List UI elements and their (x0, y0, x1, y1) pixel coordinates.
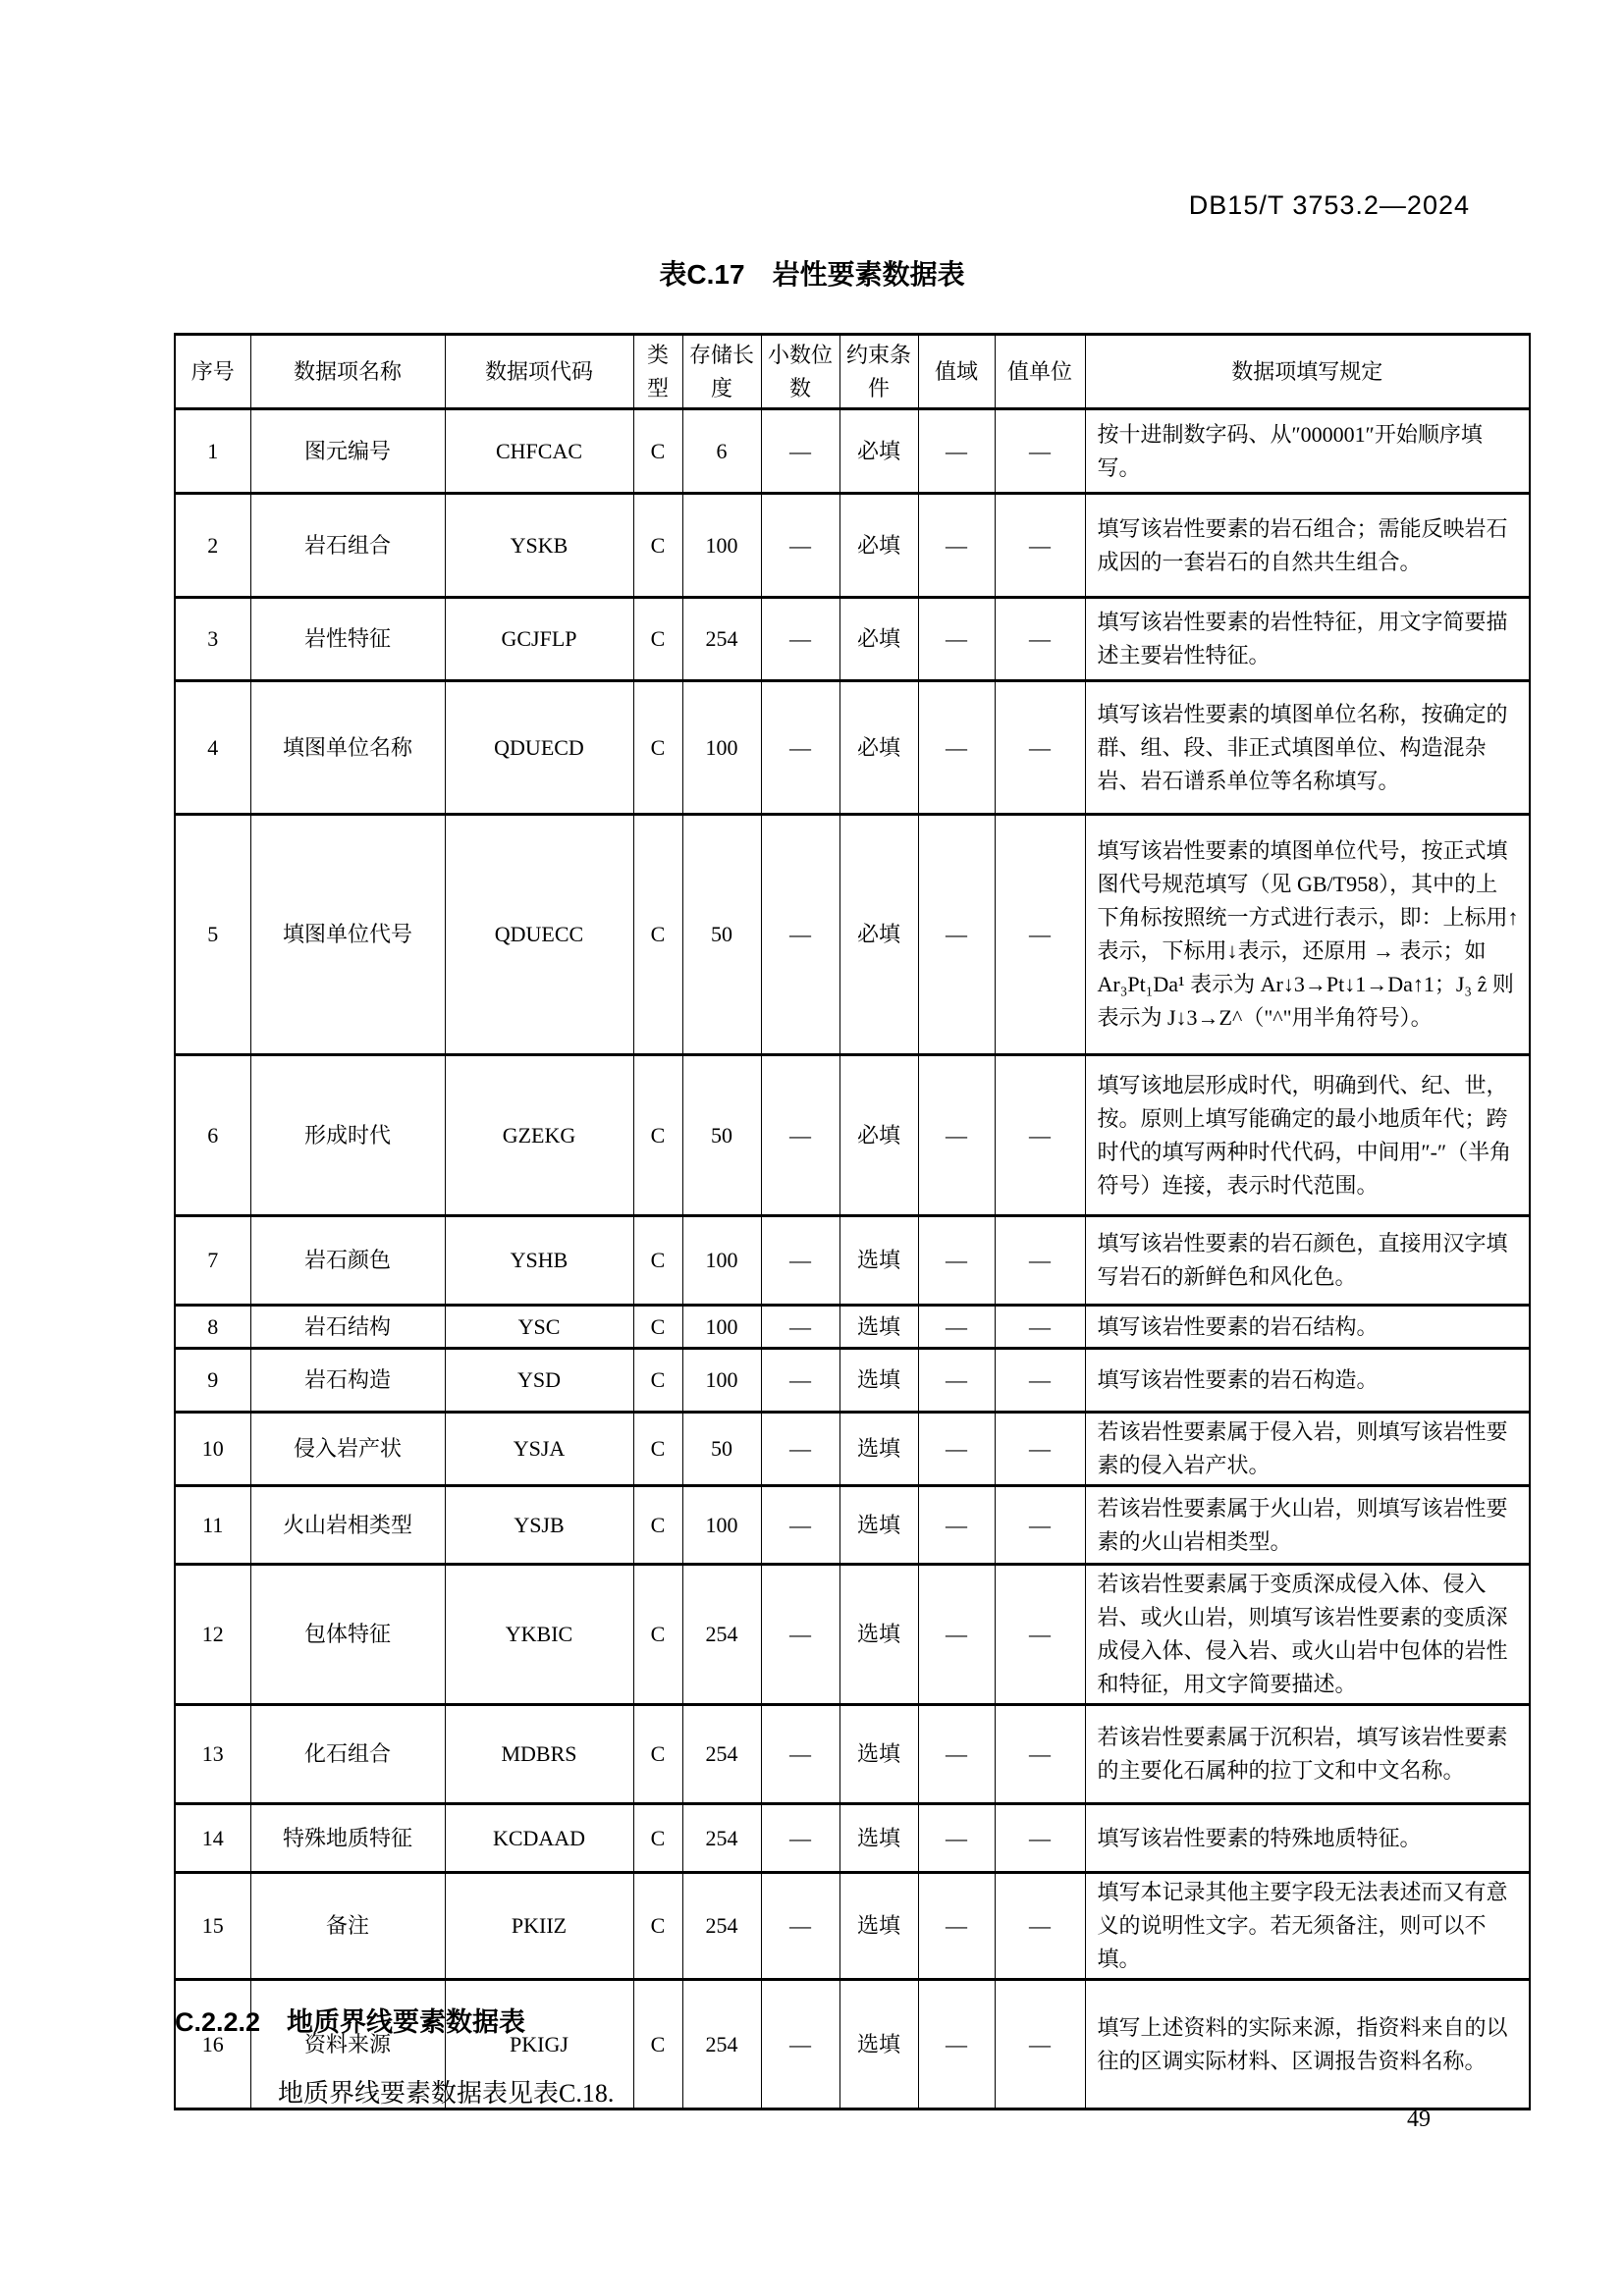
table-cell: — (995, 681, 1085, 815)
table-cell: 10 (175, 1413, 250, 1486)
table-cell: 100 (682, 1349, 761, 1413)
table-cell: — (761, 1804, 839, 1873)
table-row (175, 815, 1530, 1055)
table-cell: — (995, 1413, 1085, 1486)
column-header: 数据项名称 (250, 335, 445, 409)
table-cell: YSJA (445, 1413, 633, 1486)
table-cell: 50 (682, 1413, 761, 1486)
table-cell: C (633, 815, 682, 1055)
table-cell: — (995, 1306, 1085, 1349)
table-cell: C (633, 1873, 682, 1980)
table-cell: — (761, 1216, 839, 1306)
section-heading: C.2.2.2 地质界线要素数据表 (175, 2007, 526, 2037)
table-cell: — (995, 494, 1085, 598)
table-cell: 火山岩相类型 (250, 1486, 445, 1565)
table-cell: 填写该岩性要素的岩石结构。 (1085, 1306, 1530, 1349)
table-row (175, 1486, 1530, 1565)
table-cell: — (918, 1705, 995, 1804)
table-cell: 254 (682, 1804, 761, 1873)
table-cell: 选填 (839, 1804, 918, 1873)
table-cell: — (995, 1349, 1085, 1413)
page-number: 49 (1407, 2107, 1431, 2132)
table-cell: — (761, 409, 839, 494)
column-header: 序号 (175, 335, 250, 409)
table-row (175, 1055, 1530, 1216)
table-cell: 填图单位名称 (250, 681, 445, 815)
table-cell: 选填 (839, 1980, 918, 2109)
table-header-row (175, 335, 1530, 409)
table-cell: C (633, 681, 682, 815)
table-cell: — (761, 1705, 839, 1804)
table-cell: — (761, 1055, 839, 1216)
section-body-text: 地质界线要素数据表见表C.18. (278, 2079, 615, 2108)
table-cell: — (918, 1565, 995, 1705)
table-cell: — (761, 1306, 839, 1349)
table-cell: 图元编号 (250, 409, 445, 494)
table-cell: 必填 (839, 681, 918, 815)
table-cell: — (761, 815, 839, 1055)
table-cell: 254 (682, 1980, 761, 2109)
table-cell: 岩石结构 (250, 1306, 445, 1349)
table-cell: 填写本记录其他主要字段无法表述而又有意义的说明性文字。若无须备注，则可以不填。 (1085, 1873, 1530, 1980)
table-cell: — (918, 494, 995, 598)
table-cell: — (761, 1486, 839, 1565)
table-cell: — (918, 1804, 995, 1873)
table-cell: 岩性特征 (250, 598, 445, 681)
table-cell: 3 (175, 598, 250, 681)
table-cell: 必填 (839, 598, 918, 681)
column-header: 值域 (918, 335, 995, 409)
column-header: 约束条件 (839, 335, 918, 409)
table-cell: 资料来源 (250, 1980, 445, 2109)
table-row (175, 1413, 1530, 1486)
table-cell: 254 (682, 1705, 761, 1804)
table-cell: C (633, 1705, 682, 1804)
table-cell: — (918, 815, 995, 1055)
table-cell: 填写该岩性要素的岩石组合；需能反映岩石成因的一套岩石的自然共生组合。 (1085, 494, 1530, 598)
table-cell: 12 (175, 1565, 250, 1705)
table-cell: 6 (682, 409, 761, 494)
table-cell: 254 (682, 598, 761, 681)
column-header: 值单位 (995, 335, 1085, 409)
table-cell: YSD (445, 1349, 633, 1413)
table-cell: — (761, 494, 839, 598)
table-cell: — (761, 681, 839, 815)
table-cell: C (633, 1486, 682, 1565)
table-cell: — (995, 1486, 1085, 1565)
table-cell: 4 (175, 681, 250, 815)
table-cell: QDUECC (445, 815, 633, 1055)
table-cell: 254 (682, 1873, 761, 1980)
table-cell: 若该岩性要素属于火山岩，则填写该岩性要素的火山岩相类型。 (1085, 1486, 1530, 1565)
table-cell: 填写该岩性要素的特殊地质特征。 (1085, 1804, 1530, 1873)
table-cell: 填写该岩性要素的填图单位代号，按正式填图代号规范填写（见 GB/T958），其中的上下角标按照统一方式进行表示，即：上标用↑表示，下标用↓表示，还原用 → 表示；如 Ar₃Pt₁Da¹ 表示为 Ar↓3→Pt↓1→Da↑1；J₃ ẑ 则表示为 J↓3→Z^（"^"用半角符号）。 (1085, 815, 1530, 1055)
table-cell: 必填 (839, 815, 918, 1055)
table-cell: — (995, 598, 1085, 681)
table-row (175, 1306, 1530, 1349)
table-cell: — (761, 598, 839, 681)
table-row (175, 681, 1530, 815)
table-cell: PKIGJ (445, 1980, 633, 2109)
table-cell: — (918, 409, 995, 494)
table-cell: 形成时代 (250, 1055, 445, 1216)
table-cell: — (995, 1873, 1085, 1980)
table-row (175, 1216, 1530, 1306)
table-row (175, 1705, 1530, 1804)
table-cell: 填写上述资料的实际来源，指资料来自的以往的区调实际材料、区调报告资料名称。 (1085, 1980, 1530, 2109)
table-cell: — (918, 1306, 995, 1349)
table-cell: 必填 (839, 1055, 918, 1216)
table-cell: GZEKG (445, 1055, 633, 1216)
table-row (175, 1349, 1530, 1413)
table-cell: 选填 (839, 1705, 918, 1804)
table-cell: 100 (682, 1306, 761, 1349)
column-header: 类型 (633, 335, 682, 409)
column-header: 小数位数 (761, 335, 839, 409)
table-cell: 填写该岩性要素的岩性特征，用文字简要描述主要岩性特征。 (1085, 598, 1530, 681)
table-cell: 1 (175, 409, 250, 494)
table-cell: — (761, 1565, 839, 1705)
table-cell: 填写该岩性要素的岩石构造。 (1085, 1349, 1530, 1413)
table-cell: — (918, 1486, 995, 1565)
table-cell: — (995, 1804, 1085, 1873)
table-cell: 9 (175, 1349, 250, 1413)
table-cell: YSHB (445, 1216, 633, 1306)
table-cell: 必填 (839, 409, 918, 494)
table-cell: — (918, 681, 995, 815)
table-cell: 7 (175, 1216, 250, 1306)
table-cell: 填图单位代号 (250, 815, 445, 1055)
table-row (175, 409, 1530, 494)
table-cell: C (633, 1349, 682, 1413)
table-cell: 选填 (839, 1306, 918, 1349)
table-cell: MDBRS (445, 1705, 633, 1804)
table-cell: 填写该地层形成时代，明确到代、纪、世，按。原则上填写能确定的最小地质年代；跨时代的填写两种时代代码，中间用″-″（半角符号）连接，表示时代范围。 (1085, 1055, 1530, 1216)
table-row (175, 598, 1530, 681)
table-cell: 若该岩性要素属于变质深成侵入体、侵入岩、或火山岩，则填写该岩性要素的变质深成侵入体、侵入岩、或火山岩中包体的岩性和特征，用文字简要描述。 (1085, 1565, 1530, 1705)
table-cell: 16 (175, 1980, 250, 2109)
table-cell: YSKB (445, 494, 633, 598)
table-row (175, 1873, 1530, 1980)
table-cell: — (918, 598, 995, 681)
table-cell: 选填 (839, 1873, 918, 1980)
table-cell: CHFCAC (445, 409, 633, 494)
table-cell: C (633, 1306, 682, 1349)
table-cell: — (761, 1413, 839, 1486)
table-caption: 表C.17 岩性要素数据表 (659, 259, 965, 290)
table-cell: 100 (682, 1486, 761, 1565)
table-cell: — (918, 1349, 995, 1413)
table-cell: 按十进制数字码、从″000001″开始顺序填写。 (1085, 409, 1530, 494)
table-cell: — (918, 1873, 995, 1980)
table-cell: 选填 (839, 1216, 918, 1306)
table-cell: 8 (175, 1306, 250, 1349)
table-cell: 侵入岩产状 (250, 1413, 445, 1486)
table-cell: — (761, 1980, 839, 2109)
data-table (174, 333, 1531, 2110)
table-cell: C (633, 1804, 682, 1873)
table-cell: 100 (682, 494, 761, 598)
column-header: 存储长度 (682, 335, 761, 409)
table-cell: 14 (175, 1804, 250, 1873)
table-cell: C (633, 1980, 682, 2109)
table-cell: 50 (682, 1055, 761, 1216)
table-cell: C (633, 1413, 682, 1486)
table-cell: KCDAAD (445, 1804, 633, 1873)
column-header: 数据项代码 (445, 335, 633, 409)
table-cell: 岩石颜色 (250, 1216, 445, 1306)
table-cell: — (918, 1216, 995, 1306)
table-cell: 15 (175, 1873, 250, 1980)
table-cell: — (918, 1055, 995, 1216)
table-cell: 选填 (839, 1565, 918, 1705)
table-cell: YSJB (445, 1486, 633, 1565)
table-cell: 若该岩性要素属于侵入岩，则填写该岩性要素的侵入岩产状。 (1085, 1413, 1530, 1486)
table-cell: 岩石构造 (250, 1349, 445, 1413)
table-cell: 6 (175, 1055, 250, 1216)
table-cell: YSC (445, 1306, 633, 1349)
table-cell: GCJFLP (445, 598, 633, 681)
table-cell: — (761, 1873, 839, 1980)
table-cell: 选填 (839, 1413, 918, 1486)
table-cell: C (633, 1216, 682, 1306)
table-cell: 11 (175, 1486, 250, 1565)
table-cell: — (995, 815, 1085, 1055)
table-cell: QDUECD (445, 681, 633, 815)
table-row (175, 1565, 1530, 1705)
table-cell: 填写该岩性要素的填图单位名称，按确定的群、组、段、非正式填图单位、构造混杂岩、岩石谱系单位等名称填写。 (1085, 681, 1530, 815)
table-cell: 5 (175, 815, 250, 1055)
table-cell: 100 (682, 681, 761, 815)
table-cell: C (633, 494, 682, 598)
table-cell: C (633, 1055, 682, 1216)
table-cell: C (633, 1565, 682, 1705)
table-cell: 50 (682, 815, 761, 1055)
table-cell: — (995, 409, 1085, 494)
table-row (175, 494, 1530, 598)
table-cell: 若该岩性要素属于沉积岩，填写该岩性要素的主要化石属种的拉丁文和中文名称。 (1085, 1705, 1530, 1804)
table-cell: 13 (175, 1705, 250, 1804)
table-cell: 2 (175, 494, 250, 598)
table-cell: 化石组合 (250, 1705, 445, 1804)
table-cell: — (761, 1349, 839, 1413)
table-cell: — (918, 1413, 995, 1486)
table-cell: 备注 (250, 1873, 445, 1980)
table-cell: 包体特征 (250, 1565, 445, 1705)
table-cell: 填写该岩性要素的岩石颜色，直接用汉字填写岩石的新鲜色和风化色。 (1085, 1216, 1530, 1306)
table-cell: 特殊地质特征 (250, 1804, 445, 1873)
table-cell: YKBIC (445, 1565, 633, 1705)
table-cell: 必填 (839, 494, 918, 598)
table-cell: C (633, 409, 682, 494)
table-cell: 100 (682, 1216, 761, 1306)
table-cell: — (995, 1055, 1085, 1216)
standard-number-header: DB15/T 3753.2—2024 (1188, 190, 1470, 220)
table-cell: — (995, 1705, 1085, 1804)
table-cell: PKIIZ (445, 1873, 633, 1980)
column-header: 数据项填写规定 (1085, 335, 1530, 409)
table-cell: 选填 (839, 1486, 918, 1565)
table-row (175, 1804, 1530, 1873)
table-cell: — (995, 1216, 1085, 1306)
table-cell: 岩石组合 (250, 494, 445, 598)
table-cell: 选填 (839, 1349, 918, 1413)
table-cell: — (995, 1980, 1085, 2109)
table-cell: — (918, 1980, 995, 2109)
table-cell: C (633, 598, 682, 681)
table-cell: 254 (682, 1565, 761, 1705)
table-cell: — (995, 1565, 1085, 1705)
